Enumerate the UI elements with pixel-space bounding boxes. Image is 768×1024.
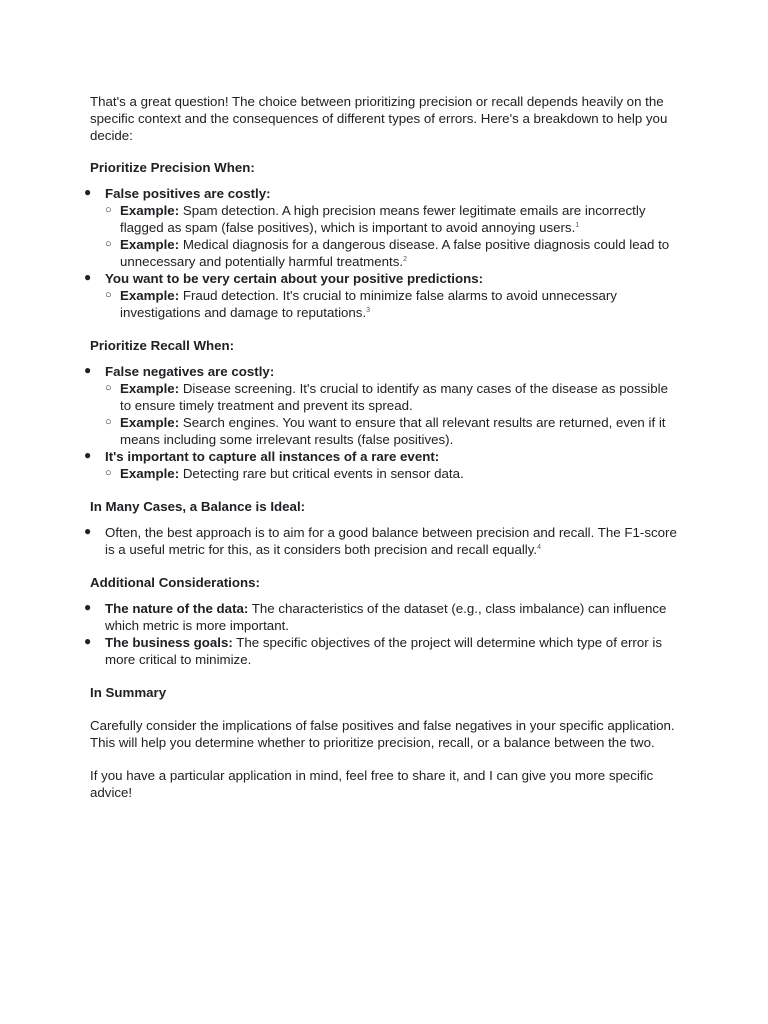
summary-heading: In Summary [90, 685, 167, 700]
example-text: Fraud detection. It's crucial to minimize false alarms to avoid unnecessary investigations and damage to reputations. [120, 288, 617, 320]
bullet-icon: ● [84, 363, 92, 377]
balance-text: Often, the best approach is to aim for a good balance between precision and recall. The F1-score is a useful metric for this, as it considers both precision and recall equally. [105, 525, 677, 557]
bullet-icon: ● [84, 185, 92, 199]
sub-bullet-icon: ○ [105, 238, 112, 250]
sub-bullet-icon: ○ [105, 382, 112, 394]
item-label: False positives are costly: [105, 186, 271, 201]
additional-heading: Additional Considerations: [90, 575, 260, 590]
example-list [105, 287, 682, 321]
list-item [84, 634, 682, 668]
example-prefix: Example: [120, 381, 180, 396]
sub-bullet-icon: ○ [105, 467, 112, 479]
example-prefix: Example: [120, 237, 180, 252]
example-prefix: Example: [120, 466, 180, 481]
example-prefix: Example: [120, 203, 180, 218]
item-label: False negatives are costly: [105, 364, 275, 379]
list-item [105, 414, 682, 448]
example-text: Detecting rare but critical events in sensor data. [179, 466, 464, 481]
example-text: Disease screening. It's crucial to identify as many cases of the disease as possible to ensure timely treatment and prevent its spread. [120, 381, 668, 413]
list-item [84, 363, 682, 448]
intro-paragraph: That's a great question! The choice between prioritizing precision or recall depends heavily on the specific context and the consequences of different types of errors. Here's a breakdown to help you decide: [90, 94, 668, 143]
bullet-icon: ● [84, 634, 92, 648]
bullet-icon: ● [84, 270, 92, 284]
example-text: Spam detection. A high precision means fewer legitimate emails are incorrectly flagged as spam (false positives), which is important to avoid annoying users. [120, 203, 646, 235]
balance-heading: In Many Cases, a Balance is Ideal: [90, 499, 306, 514]
list-item [84, 448, 682, 482]
example-list [105, 202, 682, 270]
list-item [84, 600, 682, 634]
example-prefix: Example: [120, 415, 180, 430]
balance-list [84, 524, 682, 558]
list-item [105, 287, 682, 321]
item-label: The nature of the data: [105, 601, 249, 616]
bullet-icon: ● [84, 448, 92, 462]
sub-bullet-icon: ○ [105, 416, 112, 428]
precision-list [84, 185, 682, 321]
list-item [105, 465, 682, 482]
list-item [105, 202, 682, 236]
bullet-icon: ● [84, 600, 92, 614]
sub-bullet-icon: ○ [105, 204, 112, 216]
example-prefix: Example: [120, 288, 180, 303]
sub-bullet-icon: ○ [105, 289, 112, 301]
item-label: It's important to capture all instances of a rare event: [105, 449, 440, 464]
footnote-ref[interactable]: 2 [403, 256, 407, 263]
precision-heading: Prioritize Precision When: [90, 160, 255, 175]
summary-paragraph: Carefully consider the implications of false positives and false negatives in your specific application. This will help you determine whether to prioritize precision, recall, or a balance between the two. [90, 718, 675, 750]
example-list [105, 380, 682, 448]
bullet-icon: ● [84, 524, 92, 538]
item-label: The business goals: [105, 635, 233, 650]
list-item [84, 524, 682, 558]
example-text: Medical diagnosis for a dangerous disease. A false positive diagnosis could lead to unnecessary and potentially harmful treatments. [120, 237, 670, 269]
footnote-ref[interactable]: 4 [537, 544, 542, 551]
list-item [84, 270, 682, 321]
list-item [84, 185, 682, 270]
footnote-ref[interactable]: 3 [366, 307, 371, 314]
item-text: The specific objectives of the project will determine which type of error is more critical to minimize. [105, 635, 662, 667]
list-item [105, 236, 682, 270]
closing-paragraph: If you have a particular application in mind, feel free to share it, and I can give you more specific advice! [90, 768, 654, 800]
example-text: Search engines. You want to ensure that all relevant results are returned, even if it means including some irrelevant results (false positives). [120, 415, 666, 447]
list-item [105, 380, 682, 414]
additional-list [84, 600, 682, 668]
document-page [84, 93, 682, 801]
recall-list [84, 363, 682, 482]
item-text: The characteristics of the dataset (e.g., class imbalance) can influence which metric is more important. [105, 601, 667, 633]
recall-heading: Prioritize Recall When: [90, 338, 235, 353]
example-list [105, 465, 682, 482]
footnote-ref[interactable]: 1 [575, 222, 580, 229]
item-label: You want to be very certain about your positive predictions: [105, 271, 484, 286]
